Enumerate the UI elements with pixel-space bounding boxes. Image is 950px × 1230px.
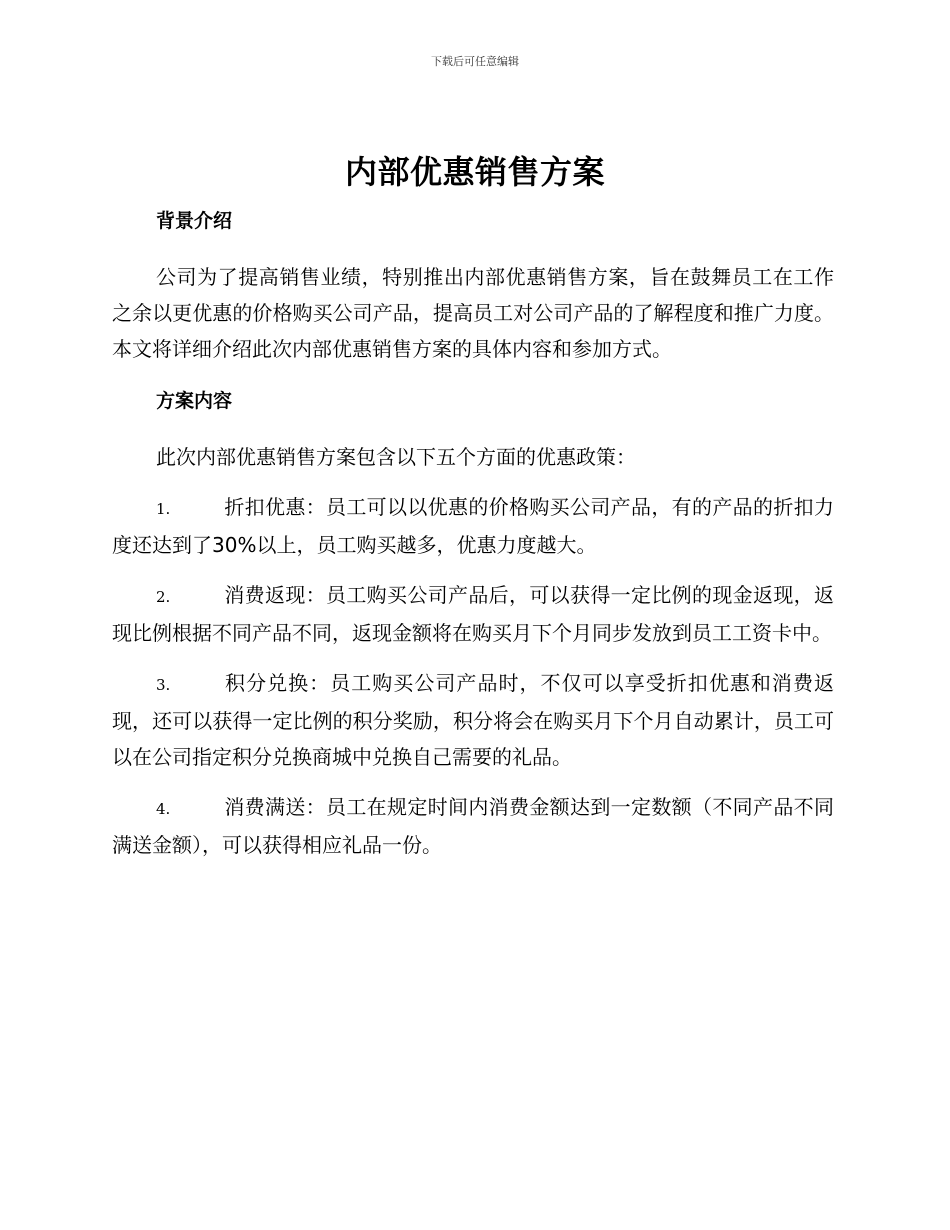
list-item-number: 2.	[156, 588, 171, 606]
paragraph-background: 公司为了提高销售业绩，特别推出内部优惠销售方案，旨在鼓舞员工在工作之余以更优惠的价格购买公司产品，提高员工对公司产品的了解程度和推广力度。本文将详细介绍此次内部优惠销售方案的具体内容和参加方式。	[112, 265, 834, 361]
document-body	[112, 203, 834, 877]
section-heading-background: 背景介绍	[156, 210, 233, 232]
list-item	[112, 489, 834, 563]
header-note: 下载后可任意编辑	[431, 55, 519, 68]
list-item	[112, 577, 834, 651]
list-item	[112, 789, 834, 863]
list-item-number: 4.	[156, 800, 171, 818]
document-title: 内部优惠销售方案	[344, 153, 605, 191]
list-item-text: 折扣优惠：员工可以以优惠的价格购买公司产品，有的产品的折扣力度还达到了30%以上，员工购买越多，优惠力度越大。	[112, 495, 834, 557]
list-item-text: 消费满送：员工在规定时间内消费金额达到一定数额（不同产品不同满送金额），可以获得相应礼品一份。	[112, 795, 834, 857]
list-item-text: 消费返现：员工购买公司产品后，可以获得一定比例的现金返现，返现比例根据不同产品不同，返现金额将在购买月下个月同步发放到员工工资卡中。	[112, 583, 834, 645]
paragraph-plan-intro: 此次内部优惠销售方案包含以下五个方面的优惠政策：	[156, 445, 636, 469]
list-item	[112, 665, 834, 775]
list-item-text: 积分兑换：员工购买公司产品时，不仅可以享受折扣优惠和消费返现，还可以获得一定比例的积分奖励，积分将会在购买月下个月自动累计，员工可以在公司指定积分兑换商城中兑换自己需要的礼品。	[112, 671, 834, 769]
list-item-number: 3.	[156, 676, 171, 694]
list-item-number: 1.	[156, 500, 171, 518]
section-heading-plan: 方案内容	[156, 390, 233, 412]
